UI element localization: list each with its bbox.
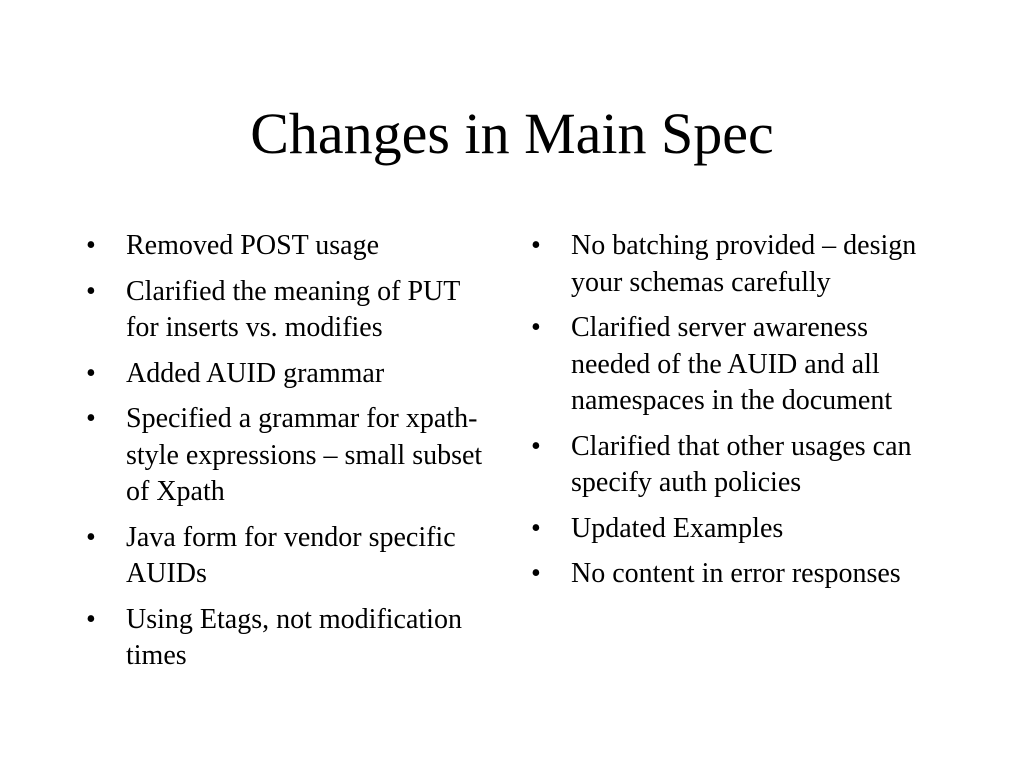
list-item-text: Added AUID grammar	[126, 357, 385, 389]
list-item-text: Updated Examples	[571, 512, 784, 544]
bullet-icon: •	[86, 357, 96, 389]
bullet-icon: •	[86, 275, 96, 307]
left-bullet-list	[86, 228, 486, 684]
list-item	[531, 228, 941, 301]
bullet-icon: •	[531, 512, 541, 544]
bullet-icon: •	[86, 230, 96, 261]
list-item	[531, 429, 941, 502]
list-item	[86, 602, 486, 675]
bullet-icon: •	[531, 430, 541, 462]
list-item-text: Java form for vendor specific AUIDs	[126, 521, 456, 589]
bullet-icon: •	[531, 230, 541, 261]
list-item-text: Removed POST usage	[126, 230, 380, 261]
list-item	[531, 310, 941, 420]
bullet-icon: •	[86, 403, 96, 434]
bullet-icon: •	[531, 558, 541, 589]
list-item	[86, 228, 486, 265]
list-item-text: Clarified server awareness needed of the AUID and all namespaces in the document	[571, 312, 893, 416]
list-item-text: No content in error responses	[571, 558, 901, 589]
list-item-text: Clarified that other usages can specify auth policies	[571, 430, 912, 498]
list-item	[86, 520, 486, 593]
bullet-icon: •	[531, 312, 541, 343]
list-item-text: Using Etags, not modification times	[126, 603, 462, 671]
list-item	[86, 356, 486, 393]
list-item	[86, 401, 486, 511]
list-item	[531, 556, 941, 593]
right-bullet-list	[531, 228, 941, 602]
bullet-icon: •	[86, 521, 96, 553]
slide-title: Changes in Main Spec	[250, 101, 774, 166]
list-item	[86, 274, 486, 347]
list-item	[531, 511, 941, 548]
list-item-text: Clarified the meaning of PUT for inserts vs. modifies	[126, 275, 460, 343]
bullet-icon: •	[86, 603, 96, 635]
list-item-text: No batching provided – design your schemas carefully	[571, 230, 917, 298]
list-item-text: Specified a grammar for xpath-style expressions – small subset of Xpath	[126, 403, 483, 507]
